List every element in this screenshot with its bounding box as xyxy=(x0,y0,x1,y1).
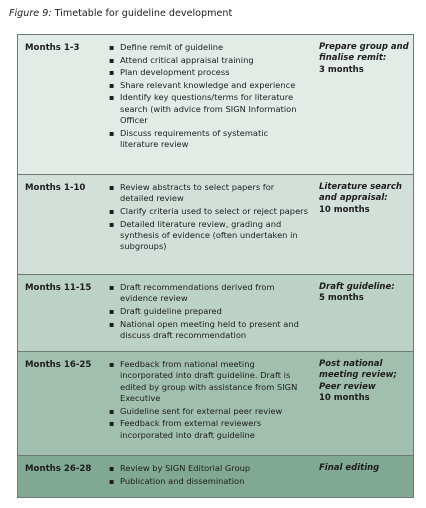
task-item xyxy=(109,359,309,405)
bullet-icon: ▪ xyxy=(109,128,115,138)
milestone-duration: 5 months xyxy=(319,293,364,304)
task-list xyxy=(109,359,309,442)
task-text: Draft recommendations derived from evidence review xyxy=(120,282,275,304)
task-item xyxy=(109,67,309,78)
bullet-icon: ▪ xyxy=(109,183,115,192)
task-text: Publication and dissemination xyxy=(120,475,245,486)
task-text: Plan development process xyxy=(120,67,230,78)
task-text: Identify key questions/terms for literature search (with advice from SIGN Information Officer xyxy=(120,92,297,126)
task-item xyxy=(109,92,309,126)
milestone-label: Draft guideline: xyxy=(319,282,395,292)
task-item xyxy=(109,319,309,342)
milestone-label: Literature search and appraisal: xyxy=(319,182,402,204)
bullet-icon: ▪ xyxy=(109,476,115,486)
task-text: Review abstracts to select papers for detailed review xyxy=(120,182,275,204)
task-text: Detailed literature review, grading and synthesis of evidence (often undertaken in subgroups) xyxy=(120,218,298,252)
milestone xyxy=(319,42,411,76)
timetable-row xyxy=(18,175,413,275)
task-text: Feedback from external reviewers incorporated into draft guideline xyxy=(120,418,262,440)
task-item xyxy=(109,418,309,441)
task-item xyxy=(109,55,309,66)
bullet-icon: ▪ xyxy=(109,419,115,429)
task-item xyxy=(109,182,309,205)
task-item xyxy=(109,80,309,91)
milestone xyxy=(319,282,411,305)
task-item xyxy=(109,463,309,474)
timetable-row xyxy=(18,456,413,497)
period-label: Months 26-28 xyxy=(25,464,92,474)
task-list xyxy=(109,282,309,343)
figure-label: Figure 9: xyxy=(9,8,52,19)
timetable-row xyxy=(18,275,413,352)
task-text: Guideline sent for external peer review xyxy=(120,405,283,416)
period-label: Months 16-25 xyxy=(25,360,92,370)
bullet-icon: ▪ xyxy=(109,55,115,65)
task-text: Feedback from national meeting incorporated into draft guideline. Draft is edited by group with assistance from SIGN Executive xyxy=(120,359,298,404)
timetable-row xyxy=(18,352,413,456)
bullet-icon: ▪ xyxy=(109,283,115,292)
bullet-icon: ▪ xyxy=(109,219,115,229)
bullet-icon: ▪ xyxy=(109,207,115,216)
milestone-label: Post national meeting review; Peer review xyxy=(319,359,397,392)
task-text: Share relevant knowledge and experience xyxy=(120,79,296,90)
task-text: Review by SIGN Editorial Group xyxy=(120,463,251,473)
bullet-icon: ▪ xyxy=(109,93,115,103)
bullet-icon: ▪ xyxy=(109,360,115,369)
task-list xyxy=(109,182,309,254)
milestone-label: Final editing xyxy=(319,463,380,473)
milestone-duration: 10 months xyxy=(319,204,370,215)
task-item xyxy=(109,42,309,53)
milestone-duration: 10 months xyxy=(319,393,370,404)
task-item xyxy=(109,476,309,487)
bullet-icon: ▪ xyxy=(109,43,115,52)
timetable xyxy=(17,34,414,498)
task-item xyxy=(109,406,309,417)
period-label: Months 1-3 xyxy=(25,43,80,53)
task-text: Draft guideline prepared xyxy=(120,306,222,316)
figure-title: Timetable for guideline development xyxy=(54,8,233,19)
task-item xyxy=(109,282,309,305)
task-text: Discuss requirements of systematic literature review xyxy=(120,127,269,150)
bullet-icon: ▪ xyxy=(109,68,115,78)
milestone xyxy=(319,359,411,405)
milestone xyxy=(319,182,411,216)
bullet-icon: ▪ xyxy=(109,80,115,90)
task-list xyxy=(109,463,309,488)
task-item xyxy=(109,306,309,317)
task-text: National open meeting held to present and discuss draft recommendation xyxy=(120,318,299,340)
milestone-duration: 3 months xyxy=(319,64,364,75)
milestone-label: Prepare group and finalise remit: xyxy=(319,42,409,64)
bullet-icon: ▪ xyxy=(109,464,115,473)
bullet-icon: ▪ xyxy=(109,307,115,316)
task-item xyxy=(109,219,309,253)
milestone xyxy=(319,463,411,474)
task-item xyxy=(109,128,309,151)
task-list xyxy=(109,42,309,152)
bullet-icon: ▪ xyxy=(109,406,115,416)
period-label: Months 11-15 xyxy=(25,283,92,293)
period-label: Months 1-10 xyxy=(25,183,86,193)
task-text: Attend critical appraisal training xyxy=(120,54,254,65)
task-text: Clarify criteria used to select or reject papers xyxy=(120,206,308,216)
task-item xyxy=(109,206,309,217)
bullet-icon: ▪ xyxy=(109,319,115,329)
task-text: Define remit of guideline xyxy=(120,42,224,52)
figure-caption xyxy=(9,8,232,20)
timetable-row xyxy=(18,35,413,175)
